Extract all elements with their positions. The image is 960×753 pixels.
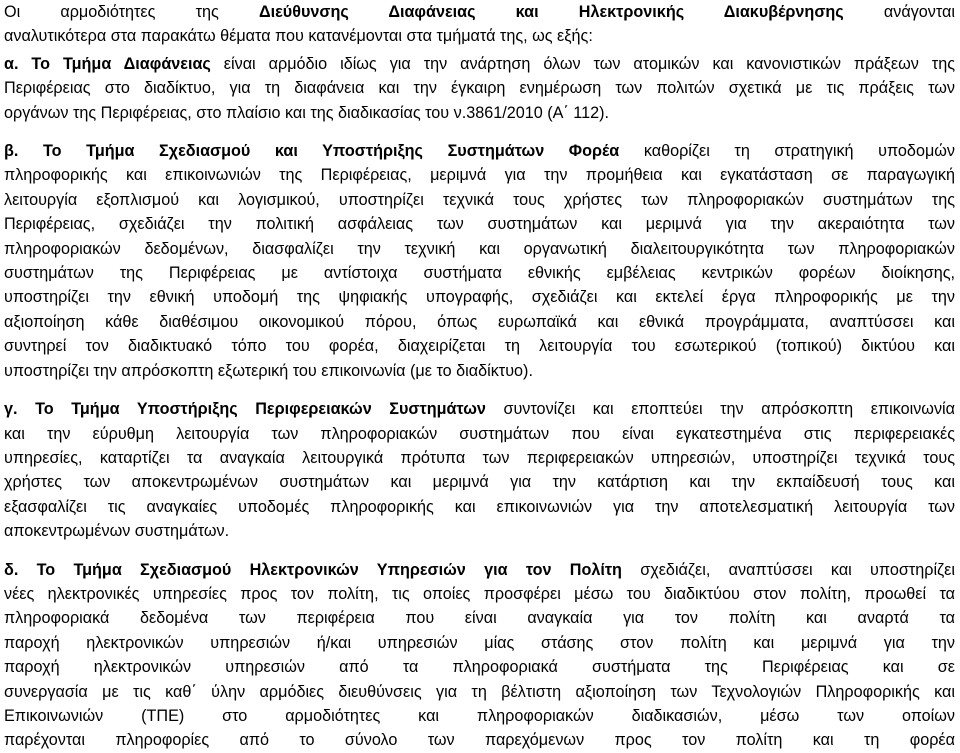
body-text: αποκεντρωμένων συστημάτων. [4, 522, 230, 541]
body-text: υποστηρίζει την απρόσκοπτη εξωτερική του επικοινωνία (με το διαδίκτυο). [4, 361, 533, 380]
text-line [4, 261, 955, 285]
text-line [4, 422, 955, 446]
text-line [4, 446, 955, 470]
body-text: νέες ηλεκτρονικές υπηρεσίες προς τον πολίτη, τις οποίες προσφέρει μέσω του διαδικτύου στον πολίτη, προωθεί τα [4, 584, 955, 603]
text-line [4, 334, 955, 358]
body-text: παροχή ηλεκτρονικών υπηρεσιών από τα πληροφοριακά συστήματα της Περιφέρειας και σε [4, 658, 955, 677]
body-text: πληροφοριακών δεδομένων, διασφαλίζει την τεχνική και οργανωτική διαλειτουργικότητα των πληροφοριακών [4, 239, 955, 258]
text-line [4, 558, 955, 582]
body-text: Περιφέρειας στο διαδίκτυο, για τη διαφάνεια και την έγκαιρη ενημέρωση των πολιτών σχετικά με τις πράξεις των [4, 79, 955, 98]
body-text: υπηρεσίες, καταρτίζει τα αναγκαία λειτουργικά πρότυπα των περιφερειακών υπηρεσιών, υποστηρίζει τεχνικά τους [4, 448, 955, 467]
body-text: λειτουργία εξοπλισμού και λογισμικού, υποστηρίζει τεχνικά τους χρήστες των πληροφοριακών συστημάτων της [4, 190, 955, 209]
text-line [4, 582, 955, 606]
body-text: και την εύρυθμη λειτουργία των πληροφοριακών συστημάτων που είναι εγκατεστημένα στις περιφερειακές [4, 424, 955, 443]
body-text: είναι αρμόδιο ιδίως για την ανάρτηση όλων των ατομικών και κανονιστικών πράξεων της [210, 54, 955, 73]
text-line [4, 101, 955, 125]
body-text: συντονίζει και εποπτεύει την απρόσκοπτη επικοινωνία [485, 400, 955, 419]
text-line [4, 163, 955, 187]
body-text: σχεδιάζει, αναπτύσσει και υποστηρίζει [621, 560, 955, 579]
body-text: Οι αρμοδιότητες της [4, 3, 259, 21]
bold-text: γ. Το Τμήμα Υποστήριξης Περιφερειακών Συστημάτων [4, 400, 486, 419]
text-line [4, 24, 955, 48]
body-text: χρήστες των αποκεντρωμένων συστημάτων και μεριμνά για την κατάρτιση και την εκπαίδευσή τους και [4, 473, 955, 492]
body-text: οργάνων της Περιφέρειας, στο πλαίσιο και της διαδικασίας του ν.3861/2010 (Α΄ 112). [4, 103, 610, 122]
body-text: Περιφέρειας, σχεδιάζει την πολιτική ασφάλειας των συστημάτων και μεριμνά για την ακεραιότητα των [4, 215, 955, 234]
text-line [4, 606, 955, 630]
text-line [4, 495, 955, 519]
text-line [4, 285, 955, 309]
bold-text: δ. Το Τμήμα Σχεδιασμού Ηλεκτρονικών Υπηρεσιών για τον Πολίτη [4, 560, 622, 579]
body-text: συντηρεί τον διαδικτυακό τόπο του φορέα, διαχειρίζεται τη λειτουργία του εσωτερικού (τοπικού) δικτύου και [4, 337, 955, 356]
bold-text: α. Το Τμήμα Διαφάνειας [4, 54, 211, 73]
text-line [4, 139, 955, 163]
body-text: συστημάτων της Περιφέρειας με αντίστοιχα συστήματα εθνικής εμβέλειας κεντρικών φορέων διοίκησης, [4, 264, 955, 283]
body-text: αξιοποίηση κάθε διαθέσιμου οικονομικού πόρου, όπως ευρωπαϊκά και εθνικά προγράμματα, αναπτύσσει και [4, 312, 955, 331]
text-line [4, 0, 955, 24]
text-line [4, 704, 955, 728]
text-line [4, 680, 955, 704]
text-line [4, 359, 955, 383]
bold-text: Διεύθυνσης Διαφάνειας και Ηλεκτρονικής Διακυβέρνησης [258, 3, 844, 21]
text-line [4, 188, 955, 212]
section-a-paragraph [4, 52, 955, 125]
section-c-paragraph [4, 397, 955, 543]
body-text: πληροφοριακά δεδομένα των περιφέρεια που είναι αναγκαία για τον πολίτη και αναρτά τα [4, 609, 955, 628]
body-text: καθορίζει τη στρατηγική υποδομών [619, 142, 955, 161]
text-line [4, 470, 955, 494]
body-text: παροχή ηλεκτρονικών υπηρεσιών ή/και υπηρεσιών μίας στάσης στον πολίτη και μεριμνά για την [4, 633, 955, 652]
section-d-paragraph [4, 558, 955, 753]
text-line [4, 728, 955, 752]
body-text: εξασφαλίζει τις αναγκαίες υποδομές πληροφορικής και επικοινωνιών για την αποτελεσματική λειτουργία των [4, 497, 955, 516]
text-line [4, 212, 955, 236]
text-line [4, 519, 955, 543]
text-line [4, 655, 955, 679]
text-line [4, 631, 955, 655]
text-line [4, 310, 955, 334]
text-line [4, 52, 955, 76]
body-text: συνεργασία με τις καθ΄ ύλην αρμόδιες διευθύνσεις για τη βέλτιστη αξιοποίηση των Τεχνολογιών Πληροφορικής και [4, 682, 955, 701]
body-text: ανάγονται [843, 3, 955, 21]
body-text: υποστηρίζει την εθνική υποδομή της ψηφιακής υπογραφής, σχεδιάζει και εκτελεί έργα πληροφορικής με την [4, 288, 955, 307]
body-text: Επικοινωνιών (ΤΠΕ) στο αρμοδιότητες και πληροφοριακών διαδικασιών, μέσω των οποίων [4, 706, 955, 725]
text-line [4, 76, 955, 100]
section-b-paragraph [4, 139, 955, 383]
text-line [4, 237, 955, 261]
intro-paragraph [4, 0, 955, 49]
body-text: πληροφορικής και επικοινωνιών της Περιφέρειας, μεριμνά για την προμήθεια και εγκατάσταση σε παραγωγική [4, 166, 955, 185]
body-text: παρέχονται πληροφορίες από το σύνολο των παρεχόμενων προς τον πολίτη και τη φορέα [4, 731, 955, 750]
text-line [4, 397, 955, 421]
bold-text: β. Το Τμήμα Σχεδιασμού και Υποστήριξης Συστημάτων Φορέα [4, 142, 620, 161]
body-text: αναλυτικότερα στα παρακάτω θέματα που κατανέμονται στα τμήματά της, ως εξής: [4, 27, 593, 46]
